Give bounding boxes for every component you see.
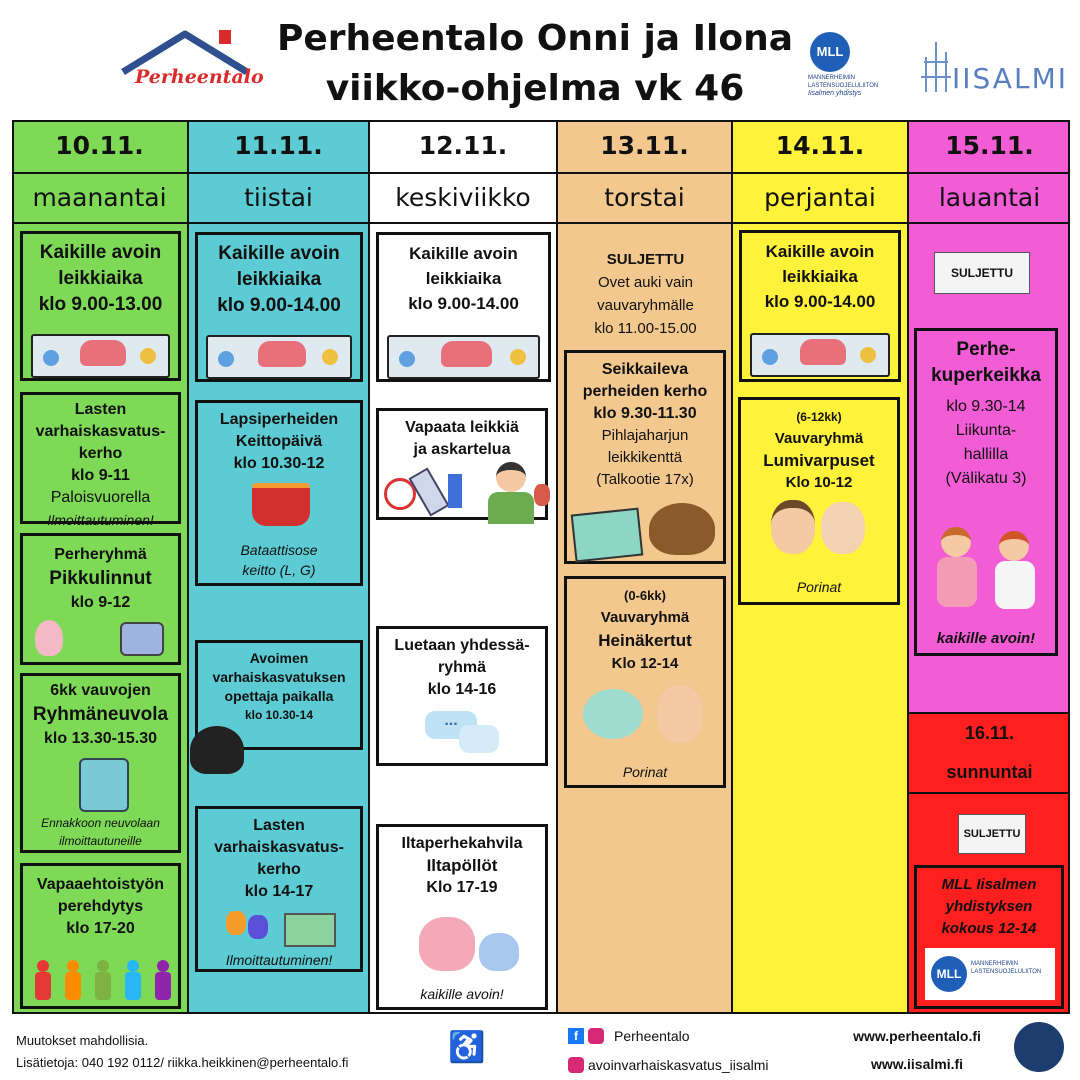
- toy-car-icon: [441, 341, 492, 367]
- event-age: (6-12kk): [796, 410, 842, 424]
- wheelchair-icon: ♿: [448, 1031, 486, 1064]
- event-card: [564, 350, 726, 564]
- event-card: [739, 230, 901, 382]
- event-title: MLL Iisalmen: [941, 876, 1037, 893]
- ball-icon: [762, 349, 778, 365]
- vaakuna-badge-icon: [1014, 1022, 1064, 1072]
- event-title: opettaja paikalla: [224, 688, 334, 704]
- day-monday: maanantai: [32, 183, 167, 212]
- event-location: (Välikatu 3): [945, 470, 1027, 487]
- page-title: [270, 14, 800, 114]
- closed-sign: SULJETTU: [958, 814, 1026, 854]
- event-time: klo 9.00-13.00: [38, 294, 163, 315]
- event-card: [195, 232, 363, 382]
- event-card: [20, 231, 181, 381]
- event-time: klo 9.30-14: [946, 398, 1026, 415]
- event-title: Kaikille avoin: [218, 243, 340, 264]
- event-title: Vapaaehtoistyön: [36, 876, 165, 893]
- event-title: Heinäkertut: [598, 631, 692, 650]
- baby-scale-icon: [79, 758, 129, 812]
- event-time: klo 9.00-14.00: [764, 292, 876, 311]
- event-title: yhdistyksen: [945, 898, 1033, 915]
- event-title: Avoimen: [249, 650, 309, 666]
- mll-badge: [925, 948, 1055, 1000]
- people-group-icon: [29, 958, 177, 1002]
- event-time: klo 9.00-14.00: [408, 294, 519, 313]
- event-card: [376, 626, 548, 766]
- toys-illustration: [750, 333, 890, 377]
- event-time: klo 10.30-14: [244, 708, 314, 722]
- event-title: varhaiskasvatus-: [214, 839, 344, 856]
- event-card: [20, 533, 181, 665]
- day-saturday: lauantai: [938, 183, 1041, 212]
- event-time: klo 10.30-12: [233, 455, 325, 472]
- speech-bubble-icon: [459, 725, 499, 753]
- bunny-icon: [35, 620, 63, 656]
- logo-text: Perheentalo: [135, 66, 264, 88]
- thursday-closed-notice: [558, 248, 733, 340]
- speech-bubble-icon: ...: [425, 711, 477, 739]
- event-note: Porinat: [796, 579, 842, 595]
- footer-contact: Lisätietoja: 040 192 0112/ riikka.heikkinen@perheentalo.fi: [16, 1055, 349, 1070]
- event-card: [20, 392, 181, 528]
- event-time: klo 14-16: [427, 681, 497, 698]
- event-note: Ilmoittautuminen!: [225, 952, 333, 968]
- mll-circle-icon: MLL: [810, 32, 850, 72]
- day-thursday: torstai: [604, 183, 685, 212]
- event-note: kaikille avoin!: [420, 986, 504, 1002]
- event-title: Seikkaileva: [601, 361, 689, 378]
- event-title: kerho: [257, 861, 301, 878]
- mll-circle-icon: MLL: [931, 956, 967, 992]
- event-location: Paloisvuorella: [50, 489, 151, 506]
- event-title: Perheryhmä: [54, 546, 147, 563]
- event-title: kuperkeikka: [931, 365, 1041, 386]
- perheentalo-logo: [115, 28, 264, 98]
- handprints-blocks-icon: [226, 907, 336, 943]
- babies-icon: [771, 500, 871, 556]
- social-perheentalo[interactable]: Perheentalo: [614, 1028, 690, 1044]
- event-card: [738, 397, 900, 605]
- event-title: leikkiaika: [782, 267, 858, 286]
- toy-car-icon: [80, 340, 126, 366]
- event-card: [195, 806, 363, 972]
- crafts-scissors-glue-icon: [384, 470, 474, 516]
- toy-car-icon: [258, 341, 306, 367]
- event-time: klo 11.00-15.00: [594, 320, 697, 337]
- event-title: Pikkulinnut: [49, 568, 152, 589]
- toys-illustration: [387, 335, 540, 379]
- event-note: vauvaryhmälle: [597, 297, 694, 314]
- ball-icon: [140, 348, 156, 364]
- closed-label: SULJETTU: [606, 251, 685, 268]
- toys-illustration: [31, 334, 170, 378]
- event-title: Kaikille avoin: [39, 242, 162, 263]
- instagram-icon[interactable]: [588, 1028, 604, 1044]
- event-time: klo 9.30-11.30: [593, 405, 697, 422]
- event-time: klo 17-20: [66, 920, 135, 937]
- event-location: leikkikenttä: [607, 449, 683, 466]
- event-card: [914, 328, 1058, 656]
- iisalmi-text: IISALMI: [952, 62, 1068, 95]
- footer-info: [16, 1030, 446, 1074]
- event-title: Ryhmäneuvola: [32, 704, 169, 725]
- event-time: klo 9-11: [71, 467, 130, 484]
- event-title: Perhe-: [956, 339, 1016, 360]
- child-with-toys-icon: [476, 462, 554, 524]
- ball-icon: [322, 349, 338, 365]
- ball-icon: [218, 351, 234, 367]
- soup-pot-icon: [252, 483, 310, 526]
- tree-icon: [916, 32, 956, 94]
- event-age: (0-6kk): [624, 588, 666, 603]
- event-card: [564, 576, 726, 788]
- event-title: Lasten: [253, 817, 305, 834]
- event-note: ilmoittautuneille: [59, 834, 142, 848]
- date-friday: 14.11.: [775, 131, 865, 160]
- day-sunday: sunnuntai: [909, 752, 1070, 794]
- date-wednesday: 12.11.: [418, 131, 508, 160]
- event-title: leikkiaika: [58, 268, 143, 289]
- running-children-icon: [935, 527, 1043, 613]
- event-note: keitto (L, G): [242, 562, 316, 578]
- date-divider: [12, 172, 1070, 174]
- link-iisalmi[interactable]: www.iisalmi.fi: [870, 1056, 964, 1072]
- event-location: Liikunta-: [955, 422, 1017, 439]
- hedgehog-icon: [649, 503, 715, 555]
- event-note: kaikille avoin!: [936, 630, 1036, 647]
- event-title: Kaikille avoin: [409, 244, 518, 263]
- toy-car-icon: [800, 339, 846, 365]
- title-line-1: Perheentalo Onni ja Ilona: [276, 18, 794, 59]
- event-title: Vauvaryhmä: [600, 609, 690, 626]
- ball-icon: [510, 349, 526, 365]
- event-title: Iltapöllöt: [426, 856, 498, 875]
- date-thursday: 13.11.: [600, 131, 689, 160]
- event-card: [20, 863, 181, 1009]
- event-title: Luetaan yhdessä-: [394, 637, 530, 654]
- event-note: Ovet auki vain: [597, 274, 694, 291]
- event-location: Pihlajaharjun: [601, 427, 689, 444]
- title-line-2: viikko-ohjelma vk 46: [325, 68, 745, 109]
- event-note: Ennakkoon neuvolaan: [41, 816, 160, 830]
- event-title: leikkiaika: [236, 269, 322, 290]
- event-title: Vapaata leikkiä: [405, 419, 519, 436]
- event-time: Klo 12-14: [611, 655, 679, 672]
- event-title: leikkiaika: [425, 269, 502, 288]
- event-card: [914, 865, 1064, 1009]
- event-card: [195, 400, 363, 586]
- day-tuesday: tiistai: [244, 183, 313, 212]
- date-sunday: 16.11.: [964, 723, 1015, 743]
- event-title: Lasten: [74, 401, 127, 418]
- toys-illustration: [206, 335, 352, 379]
- instagram-icon[interactable]: [568, 1057, 584, 1073]
- mll-logo: [806, 28, 896, 98]
- closed-sign: SULJETTU: [934, 252, 1030, 294]
- event-time: klo 13.30-15.30: [44, 730, 157, 747]
- mll-subtitle-2: Iisalmen yhdistys: [808, 90, 862, 97]
- event-note: Porinat: [622, 764, 668, 780]
- event-location: (Talkootie 17x): [596, 471, 694, 488]
- map-icon: [571, 508, 644, 563]
- event-time: klo 14-17: [244, 883, 314, 900]
- event-title: ja askartelua: [413, 441, 511, 458]
- date-tuesday: 11.11.: [234, 131, 323, 160]
- event-title: perheiden kerho: [582, 383, 708, 400]
- ball-icon: [399, 351, 415, 367]
- event-title: varhaiskasvatuksen: [212, 669, 346, 685]
- event-time: kokous 12-14: [941, 920, 1037, 937]
- event-time: Klo 17-19: [426, 879, 498, 896]
- link-perheentalo[interactable]: www.perheentalo.fi: [853, 1028, 981, 1044]
- babies-icon: [583, 685, 713, 745]
- iisalmi-logo: [916, 32, 1068, 95]
- mll-badge-text: MANNERHEIMIN LASTENSUOJELULIITON: [971, 961, 1042, 975]
- day-wednesday: keskiviikko: [395, 183, 531, 212]
- event-title: Kaikille avoin: [765, 242, 875, 261]
- event-title: 6kk vauvojen: [50, 682, 151, 699]
- day-divider: [12, 222, 1070, 224]
- paint-palette-icon: [120, 622, 164, 656]
- web-links: [842, 1022, 992, 1078]
- event-title: perehdytys: [57, 898, 144, 915]
- event-card: [376, 232, 551, 382]
- social-instagram-handle[interactable]: avoinvarhaiskasvatus_iisalmi: [588, 1057, 769, 1073]
- date-saturday: 15.11.: [945, 131, 1034, 160]
- ball-icon: [43, 350, 59, 366]
- penguin-plush-icon: [190, 726, 244, 774]
- event-time: Klo 10-12: [785, 474, 853, 491]
- event-title: ryhmä: [437, 659, 487, 676]
- event-title: Iltaperhekahvila: [401, 835, 523, 852]
- event-time: klo 9.00-14.00: [217, 295, 341, 316]
- event-title: kerho: [78, 445, 123, 462]
- footer-note: Muutokset mahdollisia.: [16, 1033, 149, 1048]
- ball-icon: [860, 347, 876, 363]
- event-title: Lapsiperheiden: [219, 411, 339, 428]
- facebook-icon[interactable]: f: [568, 1028, 584, 1044]
- event-note: Ilmoittautuminen!: [47, 512, 154, 528]
- social-links: [568, 1024, 828, 1078]
- event-note: Bataattisose: [240, 542, 318, 558]
- owls-icon: [409, 917, 529, 971]
- day-friday: perjantai: [764, 183, 876, 212]
- event-location: hallilla: [963, 446, 1009, 463]
- date-monday: 10.11.: [55, 131, 144, 160]
- event-title: Vauvaryhmä: [774, 430, 864, 447]
- event-title: varhaiskasvatus-: [35, 423, 166, 440]
- event-card: [376, 824, 548, 1010]
- event-title: Keittopäivä: [235, 433, 323, 450]
- event-card: [20, 673, 181, 853]
- event-time: klo 9-12: [70, 594, 131, 611]
- event-title: Lumivarpuset: [763, 451, 875, 470]
- mll-subtitle: MANNERHEIMIN LASTENSUOJELULIITON: [808, 75, 879, 89]
